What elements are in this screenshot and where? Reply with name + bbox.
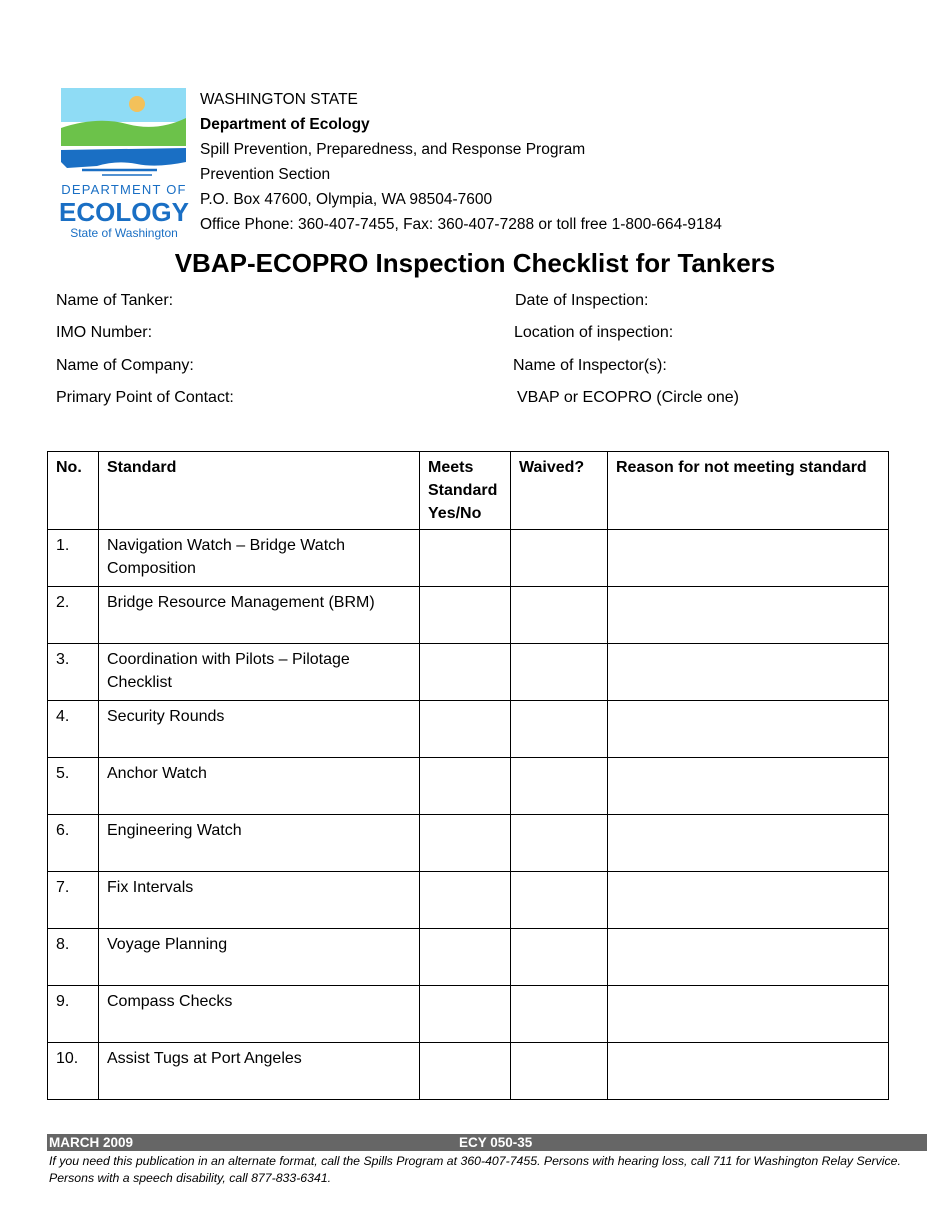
- row-reason-cell[interactable]: [608, 815, 889, 872]
- footer-date: MARCH 2009: [49, 1135, 134, 1150]
- row-number: 7.: [48, 872, 99, 929]
- row-standard: Fix Intervals: [99, 872, 420, 929]
- agency-section: Prevention Section: [200, 166, 331, 183]
- row-meets-cell[interactable]: [420, 815, 511, 872]
- row-meets-cell[interactable]: [420, 530, 511, 587]
- row-waived-cell[interactable]: [511, 530, 608, 587]
- table-row: [48, 1043, 889, 1100]
- row-reason-cell[interactable]: [608, 758, 889, 815]
- row-standard: Navigation Watch – Bridge Watch Composition: [99, 530, 420, 587]
- row-waived-cell[interactable]: [511, 1043, 608, 1100]
- agency-po-box: P.O. Box 47600, Olympia, WA 98504-7600: [200, 191, 493, 208]
- row-number: 4.: [48, 701, 99, 758]
- table-row: [48, 929, 889, 986]
- row-waived-cell[interactable]: [511, 815, 608, 872]
- header-reason: Reason for not meeting standard: [608, 452, 889, 530]
- row-waived-cell[interactable]: [511, 644, 608, 701]
- row-number: 8.: [48, 929, 99, 986]
- logo-water: [61, 148, 186, 168]
- row-meets-cell[interactable]: [420, 872, 511, 929]
- row-waived-cell[interactable]: [511, 758, 608, 815]
- row-number: 6.: [48, 815, 99, 872]
- row-reason-cell[interactable]: [608, 530, 889, 587]
- row-waived-cell[interactable]: [511, 929, 608, 986]
- table-row: [48, 701, 889, 758]
- header-meets-line3: Yes/No: [428, 505, 482, 522]
- agency-name: Department of Ecology: [200, 116, 370, 133]
- row-reason-cell[interactable]: [608, 701, 889, 758]
- field-inspection-date: Date of Inspection:: [515, 292, 649, 309]
- row-waived-cell[interactable]: [511, 986, 608, 1043]
- page-title: VBAP-ECOPRO Inspection Checklist for Tankers: [174, 248, 776, 278]
- footer-bar: [47, 1134, 927, 1151]
- row-number: 2.: [48, 587, 99, 644]
- row-number: 10.: [48, 1043, 99, 1100]
- row-number: 3.: [48, 644, 99, 701]
- row-reason-cell[interactable]: [608, 986, 889, 1043]
- row-reason-cell[interactable]: [608, 929, 889, 986]
- row-standard: Compass Checks: [99, 986, 420, 1043]
- row-standard: Engineering Watch: [99, 815, 420, 872]
- row-standard: Anchor Watch: [99, 758, 420, 815]
- header-waived: Waived?: [511, 452, 608, 530]
- table-row: [48, 815, 889, 872]
- field-primary-contact: Primary Point of Contact:: [56, 389, 234, 406]
- logo-line1: DEPARTMENT OF: [61, 182, 187, 197]
- field-program-choice: VBAP or ECOPRO (Circle one): [517, 389, 739, 406]
- header-meets-line2: Standard: [428, 482, 498, 499]
- header-meets-line1: Meets: [428, 459, 474, 476]
- row-reason-cell[interactable]: [608, 644, 889, 701]
- row-reason-cell[interactable]: [608, 872, 889, 929]
- row-number: 1.: [48, 530, 99, 587]
- row-meets-cell[interactable]: [420, 986, 511, 1043]
- row-meets-cell[interactable]: [420, 929, 511, 986]
- logo-sun-icon: [129, 96, 145, 112]
- field-imo-number: IMO Number:: [56, 324, 153, 341]
- row-reason-cell[interactable]: [608, 1043, 889, 1100]
- row-standard: Assist Tugs at Port Angeles: [99, 1043, 420, 1100]
- inspection-checklist-table: [47, 451, 889, 1100]
- table-header-row: [48, 452, 889, 530]
- logo-land: [61, 118, 186, 146]
- row-standard: Voyage Planning: [99, 929, 420, 986]
- agency-phone: Office Phone: 360-407-7455, Fax: 360-407-7288 or toll free 1-800-664-9184: [200, 216, 722, 233]
- agency-program: Spill Prevention, Preparedness, and Response Program: [200, 141, 586, 158]
- field-inspection-location: Location of inspection:: [514, 324, 674, 341]
- agency-state: WASHINGTON STATE: [200, 91, 358, 108]
- field-tanker-name: Name of Tanker:: [56, 292, 174, 309]
- table-row: [48, 530, 889, 587]
- row-waived-cell[interactable]: [511, 587, 608, 644]
- row-meets-cell[interactable]: [420, 701, 511, 758]
- row-meets-cell[interactable]: [420, 644, 511, 701]
- footer-publication-code: ECY 050-35: [459, 1135, 533, 1150]
- row-standard: Security Rounds: [99, 701, 420, 758]
- row-waived-cell[interactable]: [511, 701, 608, 758]
- table-row: [48, 758, 889, 815]
- logo-line2: ECOLOGY: [58, 197, 190, 227]
- row-meets-cell[interactable]: [420, 1043, 511, 1100]
- row-reason-cell[interactable]: [608, 587, 889, 644]
- table-row: [48, 872, 889, 929]
- table-row: [48, 986, 889, 1043]
- ecology-logo: [57, 88, 191, 240]
- row-standard: Coordination with Pilots – Pilotage Checklist: [99, 644, 420, 701]
- table-row: [48, 644, 889, 701]
- row-number: 9.: [48, 986, 99, 1043]
- field-company-name: Name of Company:: [56, 357, 194, 374]
- header-standard: Standard: [99, 452, 420, 530]
- logo-line3: State of Washington: [70, 226, 178, 240]
- row-waived-cell[interactable]: [511, 872, 608, 929]
- logo-sky: [61, 88, 186, 122]
- header-no: No.: [48, 452, 99, 530]
- row-meets-cell[interactable]: [420, 758, 511, 815]
- row-number: 5.: [48, 758, 99, 815]
- row-meets-cell[interactable]: [420, 587, 511, 644]
- table-row: [48, 587, 889, 644]
- footer-accessibility-note: If you need this publication in an alternate format, call the Spills Program at 360-407-7455. Persons with hearing loss, call 711 for Washington Relay Service. Persons with a speech disability, call 877-833-6341.: [49, 1154, 901, 1185]
- row-standard: Bridge Resource Management (BRM): [99, 587, 420, 644]
- field-inspector-names: Name of Inspector(s):: [513, 357, 667, 374]
- header-meets-standard: [420, 452, 511, 530]
